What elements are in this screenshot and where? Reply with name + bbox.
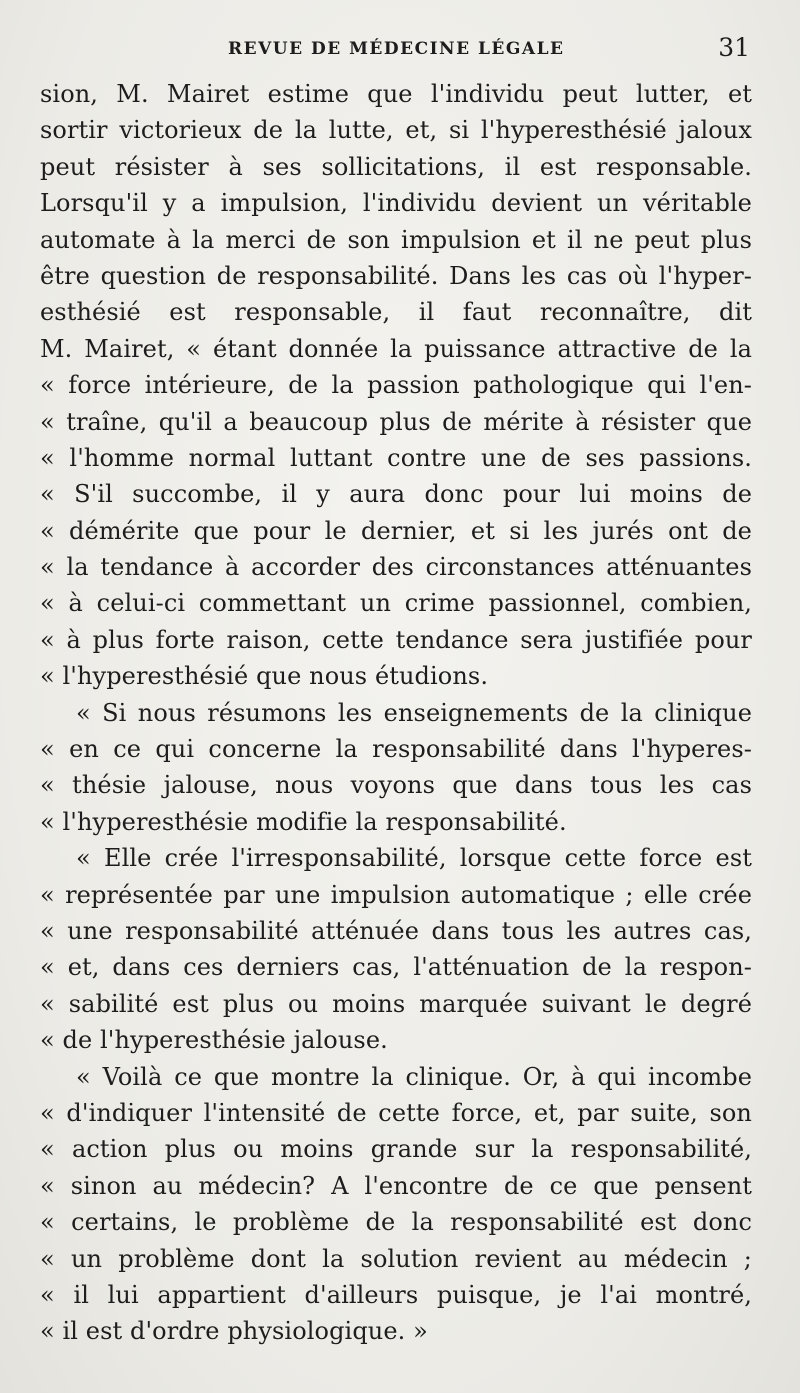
text-line: « à celui-ci commettant un crime passionnel, combien, [40, 589, 752, 618]
text-line: « Elle crée l'irresponsabilité, lorsque cette force est [76, 844, 752, 873]
text-line: « S'il succombe, il y aura donc pour lui moins de [40, 480, 752, 509]
text-line: « l'hyperesthésie modifie la responsabilité. [40, 807, 567, 836]
text-line: « sabilité est plus ou moins marquée suivant le degré [40, 989, 752, 1018]
text-line: « il est d'ordre physiologique. » [40, 1317, 428, 1346]
text-line: « action plus ou moins grande sur la responsabilité, [40, 1135, 752, 1164]
text-line: sortir victorieux de la lutte, et, si l'hyperesthésié jaloux [40, 116, 752, 145]
text-line: « Si nous résumons les enseignements de la clinique [76, 698, 752, 727]
text-line: « traîne, qu'il a beaucoup plus de mérite à résister que [40, 407, 752, 436]
text-line: esthésié est responsable, il faut reconnaître, dit [40, 298, 752, 327]
text-line: « une responsabilité atténuée dans tous les autres cas, [40, 916, 752, 945]
text-line: « Voilà ce que montre la clinique. Or, à qui incombe [76, 1062, 752, 1091]
text-line: « certains, le problème de la responsabilité est donc [40, 1208, 752, 1237]
body-text [40, 76, 752, 1350]
page-header [0, 33, 800, 63]
text-line: « démérite que pour le dernier, et si les jurés ont de [40, 516, 752, 545]
text-line: « il lui appartient d'ailleurs puisque, je l'ai montré, [40, 1280, 752, 1309]
text-line: « thésie jalouse, nous voyons que dans tous les cas [40, 771, 752, 800]
text-line: « sinon au médecin? A l'encontre de ce que pensent [40, 1171, 752, 1200]
text-line: « la tendance à accorder des circonstances atténuantes [40, 553, 752, 582]
text-line: « un problème dont la solution revient au médecin ; [40, 1244, 752, 1273]
text-line: M. Mairet, « étant donnée la puissance attractive de la [40, 334, 752, 363]
text-line: « l'hyperesthésié que nous étudions. [40, 662, 489, 691]
page-number: 31 [718, 33, 750, 62]
text-line: peut résister à ses sollicitations, il est responsable. [40, 152, 752, 181]
text-line: Lorsqu'il y a impulsion, l'individu devient un véritable [40, 189, 752, 218]
text-line: automate à la merci de son impulsion et il ne peut plus [40, 225, 752, 254]
text-line: « à plus forte raison, cette tendance sera justifiée pour [40, 625, 752, 654]
text-line: « force intérieure, de la passion pathologique qui l'en- [40, 371, 752, 400]
text-line: sion, M. Mairet estime que l'individu peut lutter, et [40, 80, 752, 108]
text-line: « et, dans ces derniers cas, l'atténuation de la respon- [40, 953, 752, 982]
running-head: REVUE DE MÉDECINE LÉGALE [228, 39, 565, 59]
text-line: « de l'hyperesthésie jalouse. [40, 1026, 388, 1055]
text-line: « représentée par une impulsion automatique ; elle crée [40, 880, 752, 909]
text-line: « d'indiquer l'intensité de cette force, et, par suite, son [40, 1098, 752, 1127]
text-line: être question de responsabilité. Dans les cas où l'hyper- [40, 261, 752, 290]
text-line: « l'homme normal luttant contre une de ses passions. [40, 443, 752, 472]
text-line: « en ce qui concerne la responsabilité dans l'hyperes- [40, 735, 752, 764]
